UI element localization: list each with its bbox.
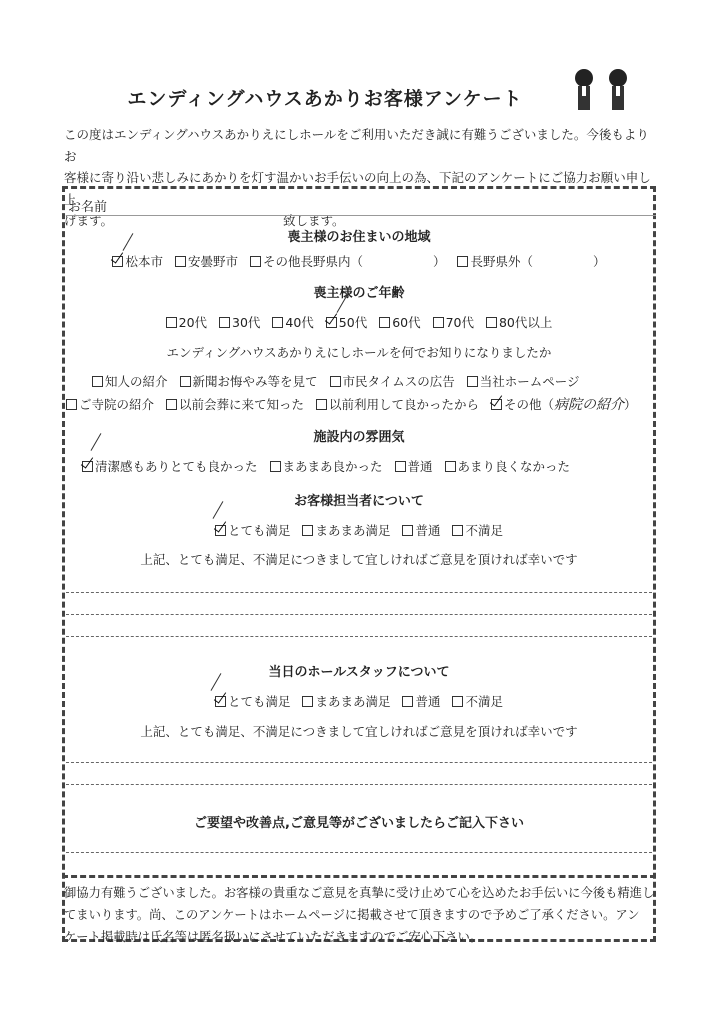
checkbox-icon[interactable] bbox=[402, 525, 413, 536]
checkbox-icon[interactable] bbox=[166, 399, 177, 410]
q5-option-average[interactable]: 普通 bbox=[402, 521, 440, 539]
q3-option-newspaper[interactable]: 新聞お悔やみ等を見て bbox=[180, 372, 318, 390]
checkbox-icon[interactable] bbox=[486, 317, 497, 328]
intro-line-1: この度はエンディングハウスあかりえにしホールをご利用いただき誠に有難うございました。今後もよりお bbox=[64, 127, 649, 164]
checkbox-icon[interactable] bbox=[379, 317, 390, 328]
q2-title: 喪主様のご年齢 bbox=[313, 286, 405, 301]
q5-comment-line-3[interactable] bbox=[66, 636, 652, 637]
q3-option-acquaintance[interactable]: 知人の紹介 bbox=[92, 372, 168, 390]
checkbox-checked-icon[interactable] bbox=[326, 317, 337, 328]
checkbox-icon[interactable] bbox=[250, 256, 261, 267]
q2-option-70s[interactable]: 70代 bbox=[433, 313, 474, 331]
q3-other-handwritten: 病院の紹介 bbox=[554, 397, 625, 413]
q5-comment-line-1[interactable] bbox=[66, 592, 652, 593]
q1-option-azumino[interactable]: 安曇野市 bbox=[175, 252, 238, 270]
q3-option-temple[interactable]: ご寺院の紹介 bbox=[66, 395, 154, 413]
checkbox-icon[interactable] bbox=[166, 317, 177, 328]
checkbox-icon[interactable] bbox=[452, 525, 463, 536]
q2-option-50s[interactable]: 50代 bbox=[326, 313, 367, 331]
checkbox-checked-icon[interactable] bbox=[82, 461, 93, 472]
q5-comment-prompt: 上記、とても満足、不満足につきまして宜しければご意見を頂ければ幸いです bbox=[140, 552, 578, 567]
intro-line-3b: 致します。 bbox=[283, 213, 345, 228]
q4-option-fairly-good[interactable]: まあまあ良かった bbox=[270, 457, 383, 475]
q6-option-dissatisfied[interactable]: 不満足 bbox=[452, 692, 503, 710]
footer-line-1: 御協力有難うございました。お客様の貴重なご意見を真摯に受け止めて心を込めたお手伝いに今後も精進し bbox=[64, 886, 655, 900]
q1-option-outside-nagano[interactable]: 長野県外（ ） bbox=[457, 252, 605, 270]
q4-title: 施設内の雰囲気 bbox=[313, 430, 405, 445]
staff-illustration bbox=[568, 66, 640, 118]
q2-option-30s[interactable]: 30代 bbox=[219, 313, 260, 331]
checkbox-checked-icon[interactable] bbox=[112, 256, 123, 267]
q3-options-row-1 bbox=[88, 372, 648, 390]
q1-title: 喪主様のお住まいの地域 bbox=[287, 230, 431, 245]
q1-option-other-nagano[interactable]: その他長野県内（ ） bbox=[250, 252, 446, 270]
q5-option-fairly-satisfied[interactable]: まあまあ満足 bbox=[302, 521, 390, 539]
q7-title: ご要望や改善点,ご意見等がございましたらご記入下さい bbox=[194, 816, 524, 831]
checkbox-icon[interactable] bbox=[302, 525, 313, 536]
footer-line-3: ケート掲載時は氏名等は匿名扱いにさせていただきますのでご安心下さい。 bbox=[64, 930, 483, 944]
intro-line-2: 客様に寄り沿い悲しみにあかりを灯す温かいお手伝いの向上の為、下記のアンケートにご協力お願い申し上 bbox=[64, 170, 651, 207]
page-title: エンディングハウスあかりお客様アンケート bbox=[127, 88, 523, 110]
footer-line-2: てまいります。尚、このアンケートはホームページに掲載させて頂きますので予めご了承ください。アン bbox=[64, 908, 640, 922]
q2-option-40s[interactable]: 40代 bbox=[272, 313, 313, 331]
q6-comment-line-2[interactable] bbox=[66, 784, 652, 785]
q6-option-fairly-satisfied[interactable]: まあまあ満足 bbox=[302, 692, 390, 710]
checkbox-icon[interactable] bbox=[330, 376, 341, 387]
q1-option-matsumoto[interactable]: 松本市 bbox=[112, 252, 163, 270]
checkbox-icon[interactable] bbox=[433, 317, 444, 328]
q2-option-60s[interactable]: 60代 bbox=[379, 313, 420, 331]
name-label: お名前 bbox=[68, 200, 108, 215]
checkbox-icon[interactable] bbox=[457, 256, 468, 267]
q6-comment-line-1[interactable] bbox=[66, 762, 652, 763]
q5-options bbox=[62, 521, 656, 539]
q6-option-average[interactable]: 普通 bbox=[402, 692, 440, 710]
checkbox-icon[interactable] bbox=[270, 461, 281, 472]
q6-comment-prompt: 上記、とても満足、不満足につきまして宜しければご意見を頂ければ幸いです bbox=[140, 724, 578, 739]
q5-comment-line-2[interactable] bbox=[66, 614, 652, 615]
q4-option-average[interactable]: 普通 bbox=[395, 457, 433, 475]
intro-line-3a: げます。 bbox=[64, 213, 114, 228]
q6-option-very-satisfied[interactable]: とても満足 bbox=[215, 692, 291, 710]
checkbox-icon[interactable] bbox=[445, 461, 456, 472]
checkbox-icon[interactable] bbox=[272, 317, 283, 328]
q5-title: お客様担当者について bbox=[294, 494, 424, 509]
q3-option-homepage[interactable]: 当社ホームページ bbox=[467, 372, 580, 390]
q3-option-other[interactable]: その他（病院の紹介） bbox=[491, 394, 637, 414]
checkbox-icon[interactable] bbox=[92, 376, 103, 387]
checkbox-icon[interactable] bbox=[66, 399, 77, 410]
checkbox-icon[interactable] bbox=[180, 376, 191, 387]
checkbox-checked-icon[interactable] bbox=[215, 696, 226, 707]
q7-comment-line-1[interactable] bbox=[66, 852, 652, 853]
q4-option-not-good[interactable]: あまり良くなかった bbox=[445, 457, 571, 475]
q5-option-dissatisfied[interactable]: 不満足 bbox=[452, 521, 503, 539]
checkbox-icon[interactable] bbox=[467, 376, 478, 387]
q3-option-attended-before[interactable]: 以前会葬に来て知った bbox=[166, 395, 304, 413]
q3-option-used-before[interactable]: 以前利用して良かったから bbox=[316, 395, 479, 413]
q4-options bbox=[78, 457, 653, 475]
q1-options bbox=[62, 252, 656, 270]
checkbox-icon[interactable] bbox=[316, 399, 327, 410]
q3-options-row-2 bbox=[66, 394, 656, 414]
q2-option-20s[interactable]: 20代 bbox=[166, 313, 207, 331]
checkbox-icon[interactable] bbox=[302, 696, 313, 707]
q2-options bbox=[62, 313, 656, 331]
q6-options bbox=[62, 692, 656, 710]
checkbox-icon[interactable] bbox=[219, 317, 230, 328]
q2-option-80s-plus[interactable]: 80代以上 bbox=[486, 313, 552, 331]
q3-option-times-ad[interactable]: 市民タイムスの広告 bbox=[330, 372, 455, 390]
checkbox-icon[interactable] bbox=[395, 461, 406, 472]
q4-option-very-good[interactable]: 清潔感もありとても良かった bbox=[82, 457, 258, 475]
checkbox-checked-icon[interactable] bbox=[215, 525, 226, 536]
q5-option-very-satisfied[interactable]: とても満足 bbox=[215, 521, 291, 539]
checkbox-icon[interactable] bbox=[452, 696, 463, 707]
footer-text bbox=[64, 882, 664, 948]
q6-title: 当日のホールスタッフについて bbox=[268, 665, 450, 680]
checkbox-icon[interactable] bbox=[175, 256, 186, 267]
footer-divider bbox=[62, 875, 656, 878]
checkbox-checked-icon[interactable] bbox=[491, 399, 502, 410]
q3-title: エンディングハウスあかりえにしホールを何でお知りになりましたか bbox=[166, 345, 552, 360]
checkbox-icon[interactable] bbox=[402, 696, 413, 707]
